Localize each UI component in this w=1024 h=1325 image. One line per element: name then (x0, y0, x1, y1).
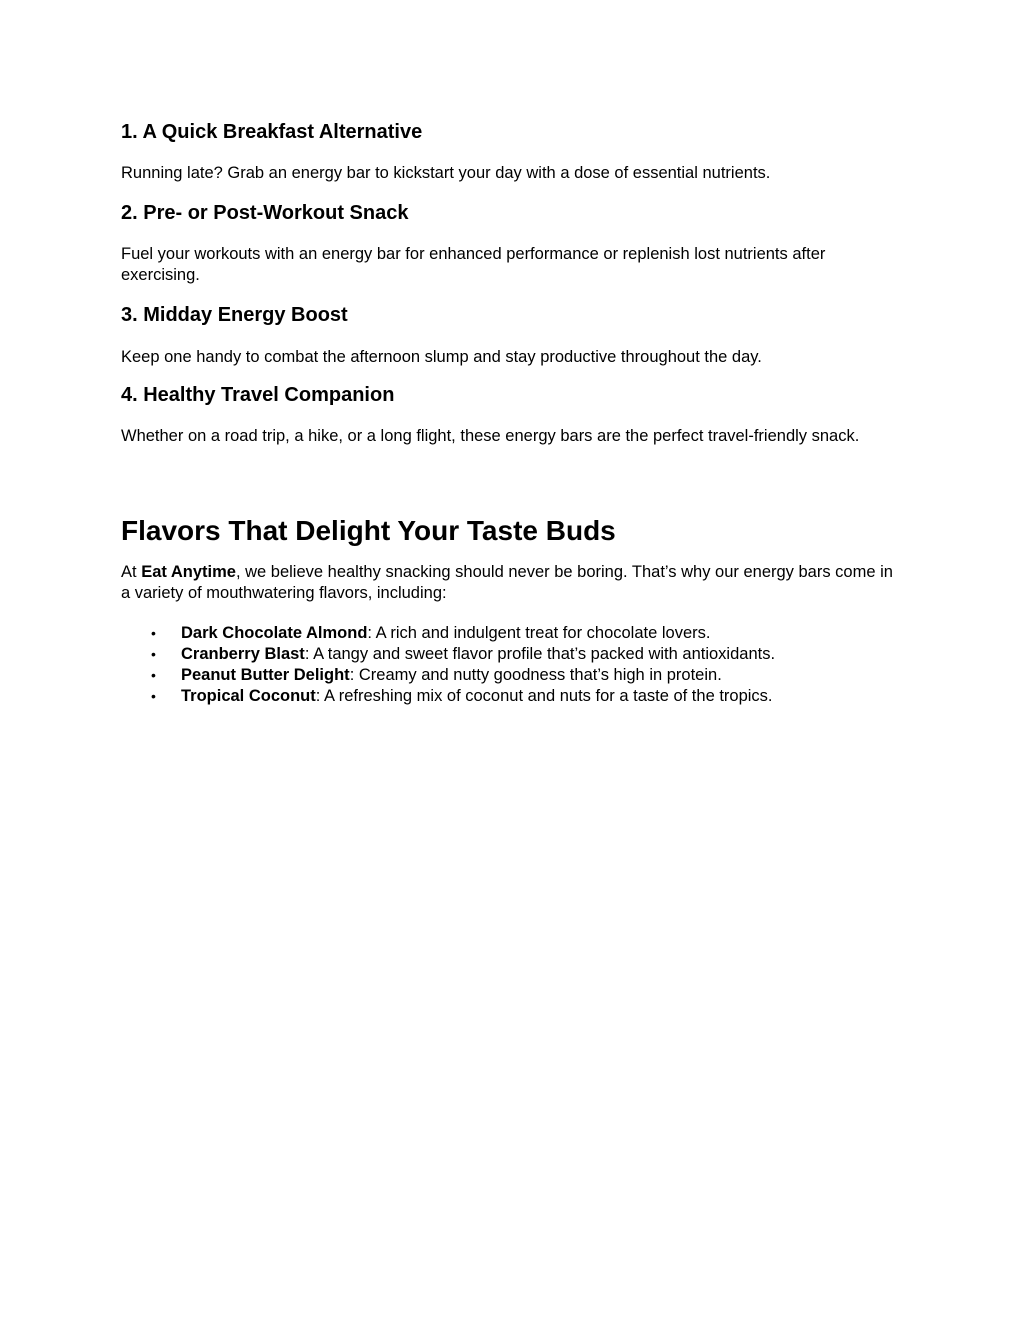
flavor-item (121, 665, 896, 686)
section-heading-travel-companion: 4. Healthy Travel Companion (121, 384, 395, 406)
section-heading-midday-boost: 3. Midday Energy Boost (121, 303, 348, 326)
flavor-name: Peanut Butter Delight (181, 666, 350, 685)
flavor-name: Cranberry Blast (181, 644, 305, 663)
section-text-quick-breakfast: Running late? Grab an energy bar to kickstart your day with a dose of essential nutrients. (121, 164, 771, 182)
intro-suffix: , we believe healthy snacking should never be boring. That’s why our energy bars come in a variety of mouthwatering flavors, including: (121, 562, 893, 602)
flavor-desc: : Creamy and nutty goodness that’s high in protein. (349, 666, 722, 685)
section-heading-workout-snack: 2. Pre- or Post-Workout Snack (121, 201, 409, 224)
section-text-travel-companion: Whether on a road trip, a hike, or a long flight, these energy bars are the perfect travel-friendly snack. (121, 427, 860, 445)
flavor-item (121, 644, 896, 665)
brand-name: Eat Anytime (141, 562, 236, 581)
flavor-name: Tropical Coconut (181, 687, 316, 706)
flavor-desc: : A tangy and sweet flavor profile that’s packed with antioxidants. (304, 644, 776, 663)
flavor-item (121, 686, 896, 707)
document-content (121, 120, 896, 708)
bullet-icon: • (151, 645, 156, 662)
bullet-icon: • (151, 688, 156, 705)
flavors-heading: Flavors That Delight Your Taste Buds (121, 514, 616, 546)
flavors-intro (121, 562, 896, 605)
bullet-icon: • (151, 667, 156, 684)
flavor-item (121, 623, 896, 644)
intro-prefix: At (121, 562, 142, 581)
bullet-icon: • (151, 624, 156, 641)
section-text-midday-boost: Keep one handy to combat the afternoon slump and stay productive throughout the day. (121, 347, 762, 366)
flavor-list (121, 623, 896, 708)
section-text-workout-snack: Fuel your workouts with an energy bar for enhanced performance or replenish lost nutrients after exercising. (121, 244, 826, 284)
flavor-desc: : A refreshing mix of coconut and nuts for a taste of the tropics. (315, 687, 773, 706)
flavor-name: Dark Chocolate Almond (181, 623, 368, 642)
flavor-desc: : A rich and indulgent treat for chocolate lovers. (367, 623, 711, 642)
section-heading-quick-breakfast: 1. A Quick Breakfast Alternative (121, 121, 423, 143)
